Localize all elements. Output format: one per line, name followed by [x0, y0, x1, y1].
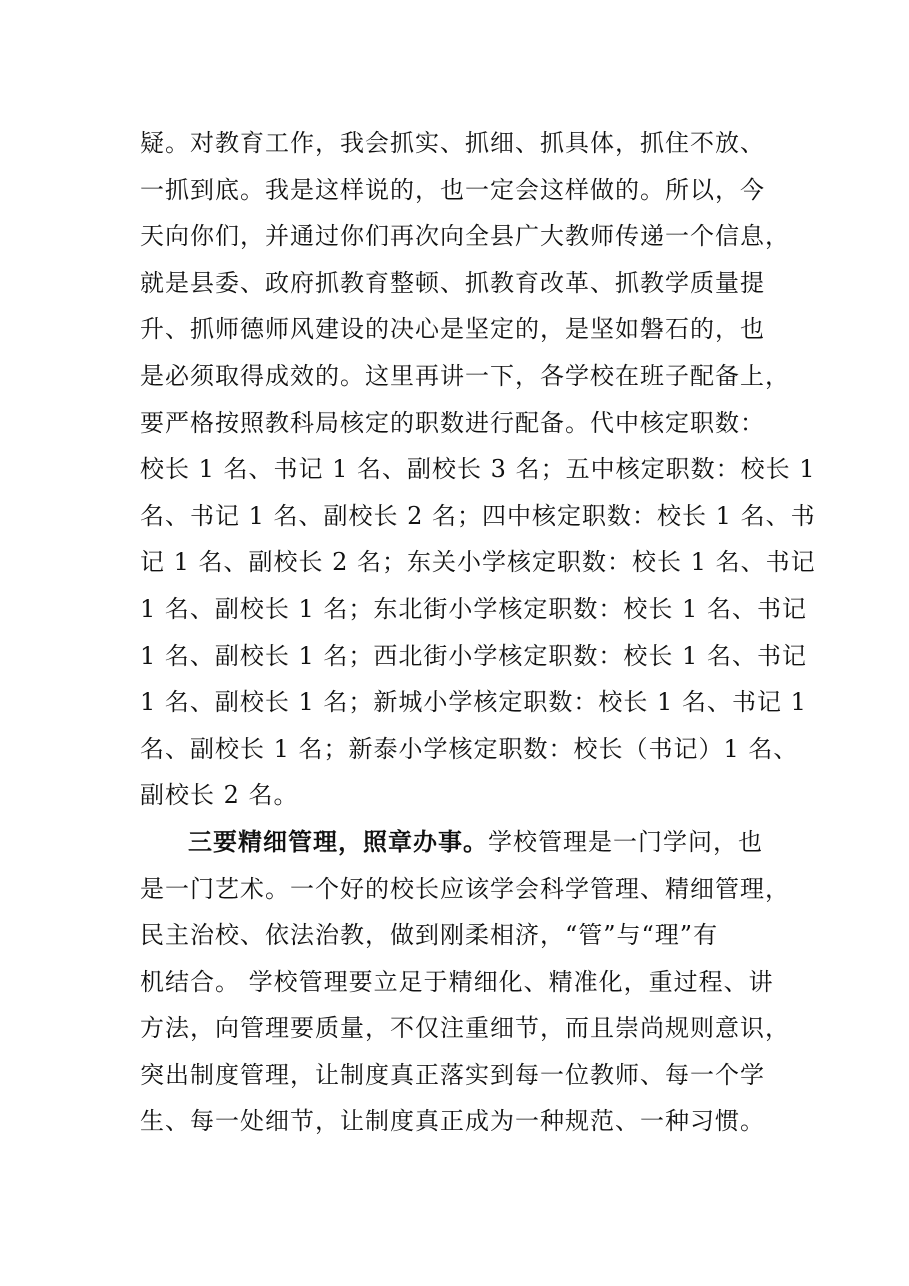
text-line: 名、书记 1 名、副校长 2 名；四中核定职数：校长 1 名、书 [140, 501, 816, 530]
paragraph-2-first-line [140, 819, 770, 866]
text-line: 是必须取得成效的。这里再讲一下，各学校在班子配备上， [140, 361, 790, 390]
text-line: 1 名、副校长 1 名；东北街小学核定职数：校长 1 名、书记 [140, 594, 807, 623]
heading-following-text: 学校管理是一门学问，也 [488, 827, 763, 856]
text-line: 生、每一处细节，让制度真正成为一种规范、一种习惯。 [140, 1107, 765, 1136]
text-line: 1 名、副校长 1 名；西北街小学核定职数：校长 1 名、书记 [140, 641, 807, 670]
text-line: 就是县委、政府抓教育整顿、抓教育改革、抓教学质量提 [140, 268, 765, 297]
section-heading: 三要精细管理，照章办事。 [188, 827, 488, 856]
text-line: 天向你们，并通过你们再次向全县广大教师传递一个信息， [140, 222, 790, 251]
text-line: 疑。对教育工作，我会抓实、抓细、抓具体，抓住不放、 [140, 129, 765, 157]
text-line: 突出制度管理，让制度真正落实到每一位教师、每一个学 [140, 1060, 765, 1089]
text-line: 民主治校、依法治教，做到刚柔相济，“管”与“理”有 [140, 921, 719, 950]
text-line: 一抓到底。我是这样说的，也一定会这样做的。所以，今 [140, 175, 765, 204]
text-line: 要严格按照教科局核定的职数进行配备。代中核定职数： [140, 408, 765, 437]
text-line: 升、抓师德师风建设的决心是坚定的，是坚如磐石的，也 [140, 315, 765, 344]
text-line: 副校长 2 名。 [140, 781, 299, 810]
body-text [140, 120, 816, 1145]
text-line: 是一门艺术。一个好的校长应该学会科学管理、精细管理， [140, 874, 790, 903]
text-line: 记 1 名、副校长 2 名；东关小学核定职数：校长 1 名、书记 [140, 548, 816, 577]
text-line: 名、副校长 1 名；新泰小学核定职数：校长（书记）1 名、 [140, 734, 799, 763]
text-line: 方法，向管理要质量，不仅注重细节，而且崇尚规则意识， [140, 1014, 790, 1043]
text-line: 1 名、副校长 1 名；新城小学核定职数：校长 1 名、书记 1 [140, 688, 807, 717]
text-line: 校长 1 名、书记 1 名、副校长 3 名；五中核定职数：校长 1 [140, 455, 816, 484]
text-line: 机结合。 学校管理要立足于精细化、精准化，重过程、讲 [140, 967, 774, 996]
